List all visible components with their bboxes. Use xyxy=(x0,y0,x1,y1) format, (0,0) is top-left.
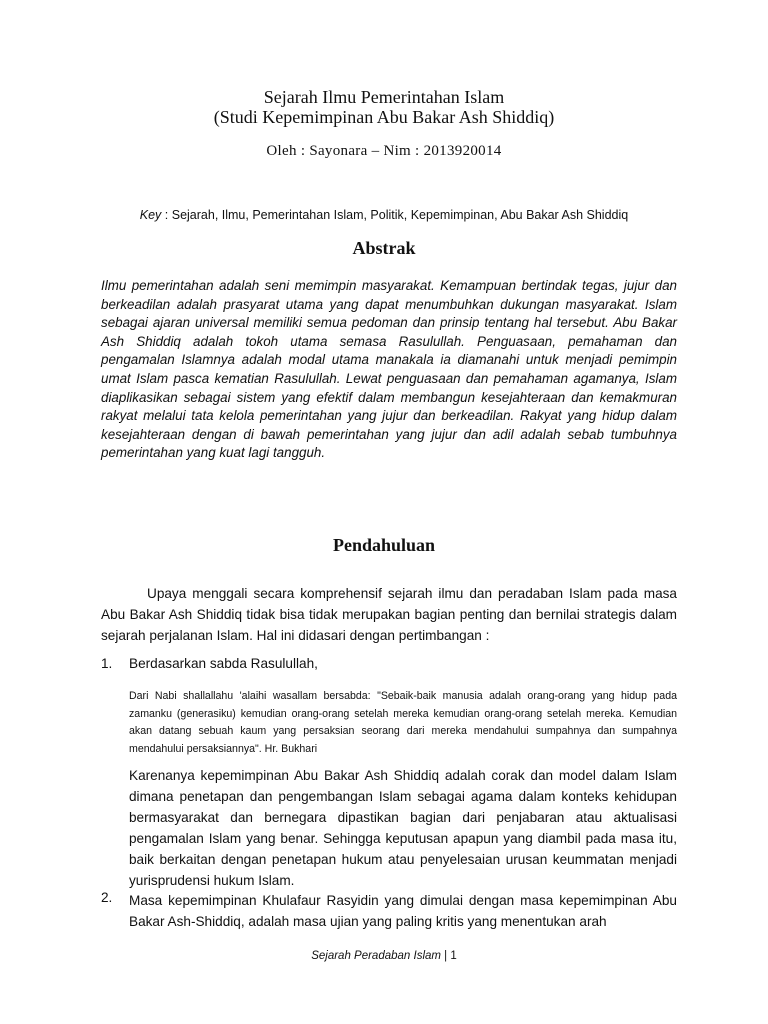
abstract-body: Ilmu pemerintahan adalah seni memimpin masyarakat. Kemampuan bertindak tegas, jujur dan berkeadilan adalah prasyarat utama yang dapat menumbuhkan dukungan masyarakat. Islam sebagai ajaran universal memiliki semua pedoman dan prinsip tentang hal tersebut. Abu Bakar Ash Shiddiq adalah tokoh utama semasa Rasulullah. Penguasaan, pemahaman dan pengamalan Islamnya adalah modal utama manakala ia diamanahi untuk menjadi pemimpin umat Islam pasca kematian Rasulullah. Lewat penguasaan dan pemahaman agamanya, Islam diaplikasikan sebagai sistem yang efektif dalam membangun kesejahteraan dan kemakmuran rakyat melalui tata kelola pemerintahan yang jujur dan berkeadilan. Rakyat yang hidup dalam kesejahteraan dengan di bawah pemerintahan yang jujur dan adil adalah sebab tumbuhnya pemerintahan yang kuat lagi tangguh. xyxy=(101,278,677,461)
footer-label: Sejarah Peradaban Islam xyxy=(311,950,441,962)
page-footer xyxy=(0,950,768,962)
intro-heading: Pendahuluan xyxy=(332,535,436,555)
author-line: Oleh : Sayonara – Nim : 2013920014 xyxy=(266,143,502,159)
paper-subtitle: (Studi Kepemimpinan Abu Bakar Ash Shiddiq) xyxy=(213,107,555,127)
paper-title: Sejarah Ilmu Pemerintahan Islam xyxy=(263,87,505,107)
keywords-text: : Sejarah, Ilmu, Pemerintahan Islam, Politik, Kepemimpinan, Abu Bakar Ash Shiddiq xyxy=(161,208,629,222)
list-item-1-paragraph: Karenanya kepemimpinan Abu Bakar Ash Shiddiq adalah corak dan model dalam Islam dimana penetapan dan pengembangan Islam sebagai agama dalam konteks kehidupan bermasyarakat dan bernegara dipastikan bagian dari penjabaran atau aktualisasi pengamalan Islam yang benar. Sehingga keputusan apapun yang diambil pada masa itu, baik berkaitan dengan penetapan hukum atau penyelesaian urusan keummatan menjadi yurisprudensi hukum Islam. xyxy=(129,768,677,888)
intro-paragraph: Upaya menggali secara komprehensif sejarah ilmu dan peradaban Islam pada masa Abu Bakar Ash Shiddiq tidak bisa tidak merupakan bagian penting dan bernilai strategis dalam sejarah perjalanan Islam. Hal ini didasari dengan pertimbangan : xyxy=(101,586,677,643)
page-number: 1 xyxy=(450,950,457,962)
abstract-heading: Abstrak xyxy=(352,238,416,258)
footer-separator: | xyxy=(440,950,451,962)
keywords-line xyxy=(0,208,768,222)
list-item-2-text: Masa kepemimpinan Khulafaur Rasyidin yang dimulai dengan masa kepemimpinan Abu Bakar Ash-Shiddiq, adalah masa ujian yang paling kritis yang menentukan arah xyxy=(129,893,677,929)
hadith-quote: Dari Nabi shallallahu 'alaihi wasallam bersabda: "Sebaik-baik manusia adalah orang-orang yang hidup pada zamanku (generasiku) kemudian orang-orang setelah mereka kemudian orang-orang setelah mereka. Kemudian akan datang sebuah kaum yang persaksian seorang dari mereka mendahului sumpahnya dan sumpahnya mendahului persaksiannya". Hr. Bukhari xyxy=(129,690,677,755)
list-item-number-2: 2. xyxy=(101,890,113,905)
list-item-1-text: Berdasarkan sabda Rasulullah, xyxy=(129,656,318,671)
list-item-number-1: 1. xyxy=(101,656,113,671)
keywords-label: Key xyxy=(139,208,162,222)
